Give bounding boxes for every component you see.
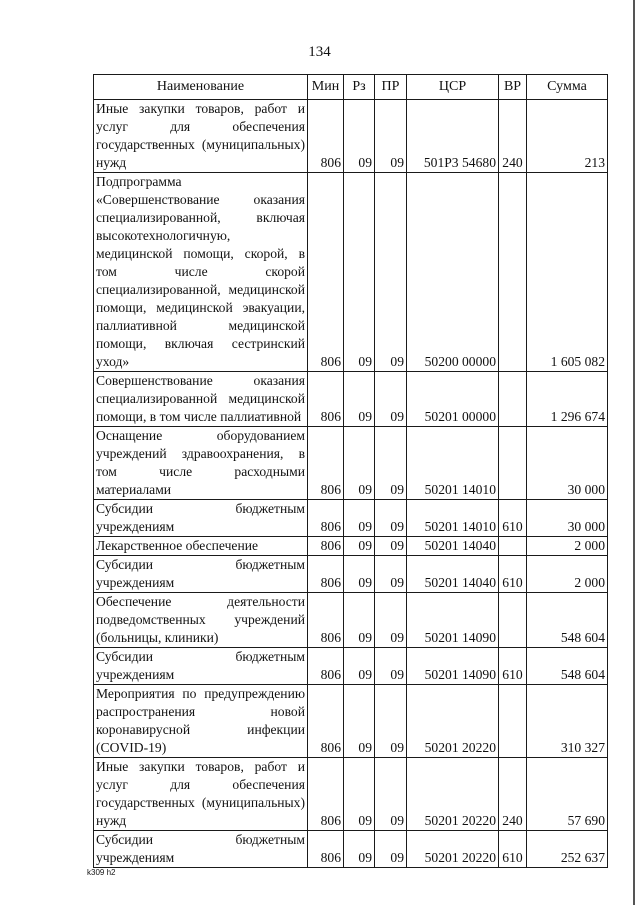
row-rz: 09 (344, 173, 375, 372)
row-min: 806 (308, 648, 344, 685)
row-rz: 09 (344, 685, 375, 758)
row-pr: 09 (375, 372, 407, 427)
row-rz: 09 (344, 556, 375, 593)
row-rz: 09 (344, 100, 375, 173)
table-row (94, 758, 608, 831)
table-row (94, 100, 608, 173)
row-csr: 50201 20220 (407, 758, 499, 831)
row-min: 806 (308, 372, 344, 427)
row-vr (499, 427, 527, 500)
row-rz: 09 (344, 831, 375, 868)
table-row (94, 173, 608, 372)
footer-code: k309 h2 (87, 868, 116, 877)
row-vr: 610 (499, 831, 527, 868)
row-rz: 09 (344, 500, 375, 537)
row-sum: 1 296 674 (527, 372, 608, 427)
row-vr (499, 173, 527, 372)
row-vr (499, 372, 527, 427)
row-min: 806 (308, 831, 344, 868)
header-name: Наименование (94, 75, 308, 100)
row-sum: 30 000 (527, 427, 608, 500)
row-vr: 240 (499, 100, 527, 173)
row-min: 806 (308, 537, 344, 556)
row-min: 806 (308, 685, 344, 758)
table-row (94, 831, 608, 868)
row-sum: 57 690 (527, 758, 608, 831)
row-vr: 610 (499, 500, 527, 537)
table-row (94, 427, 608, 500)
table-row (94, 537, 608, 556)
row-pr: 09 (375, 500, 407, 537)
table-row (94, 685, 608, 758)
budget-table (93, 74, 608, 868)
row-vr: 610 (499, 648, 527, 685)
header-min: Мин (308, 75, 344, 100)
row-rz: 09 (344, 758, 375, 831)
row-name: Мероприятия по предупреждению распространения новой коронавирусной инфекции (COVID-19) (94, 685, 308, 758)
row-name: Совершенствование оказания специализированной медицинской помощи, в том числе паллиативной (94, 372, 308, 427)
row-pr: 09 (375, 685, 407, 758)
header-rz: Рз (344, 75, 375, 100)
row-csr: 50201 20220 (407, 685, 499, 758)
table-row (94, 593, 608, 648)
row-name: Лекарственное обеспечение (94, 537, 308, 556)
row-sum: 2 000 (527, 537, 608, 556)
row-csr: 50201 14010 (407, 427, 499, 500)
row-name: Подпрограмма «Совершенствование оказания специализированной, включая высокотехнологичную, медицинской помощи, скорой, в том числе скорой специализированной, медицинской помощи, медицинской эвакуации, паллиативной медицинской помощи, включая сестринский уход» (94, 173, 308, 372)
table-row (94, 372, 608, 427)
row-rz: 09 (344, 648, 375, 685)
row-vr: 240 (499, 758, 527, 831)
row-min: 806 (308, 500, 344, 537)
row-name: Иные закупки товаров, работ и услуг для обеспечения государственных (муниципальных) нужд (94, 758, 308, 831)
row-name: Оснащение оборудованием учреждений здравоохранения, в том числе расходными материалами (94, 427, 308, 500)
row-pr: 09 (375, 831, 407, 868)
row-pr: 09 (375, 427, 407, 500)
row-csr: 50201 00000 (407, 372, 499, 427)
row-min: 806 (308, 100, 344, 173)
row-csr: 50200 00000 (407, 173, 499, 372)
row-rz: 09 (344, 427, 375, 500)
row-min: 806 (308, 173, 344, 372)
row-name: Субсидии бюджетным учреждениям (94, 831, 308, 868)
row-sum: 548 604 (527, 648, 608, 685)
row-sum: 310 327 (527, 685, 608, 758)
scan-edge-line (633, 0, 635, 905)
row-pr: 09 (375, 758, 407, 831)
table-header-row (94, 75, 608, 100)
row-rz: 09 (344, 537, 375, 556)
header-sum: Сумма (527, 75, 608, 100)
row-min: 806 (308, 593, 344, 648)
row-vr (499, 685, 527, 758)
row-name: Субсидии бюджетным учреждениям (94, 500, 308, 537)
row-rz: 09 (344, 593, 375, 648)
row-min: 806 (308, 427, 344, 500)
table-row (94, 556, 608, 593)
row-name: Обеспечение деятельности подведомственных учреждений (больницы, клиники) (94, 593, 308, 648)
row-sum: 1 605 082 (527, 173, 608, 372)
row-vr (499, 537, 527, 556)
row-csr: 501Р3 54680 (407, 100, 499, 173)
row-csr: 50201 14090 (407, 593, 499, 648)
page-number: 134 (308, 44, 331, 60)
row-sum: 30 000 (527, 500, 608, 537)
row-sum: 548 604 (527, 593, 608, 648)
row-min: 806 (308, 556, 344, 593)
table-row (94, 648, 608, 685)
row-pr: 09 (375, 648, 407, 685)
row-name: Субсидии бюджетным учреждениям (94, 648, 308, 685)
row-pr: 09 (375, 556, 407, 593)
row-csr: 50201 14090 (407, 648, 499, 685)
row-csr: 50201 14040 (407, 556, 499, 593)
row-min: 806 (308, 758, 344, 831)
row-pr: 09 (375, 173, 407, 372)
row-csr: 50201 14010 (407, 500, 499, 537)
header-vr: ВР (499, 75, 527, 100)
row-rz: 09 (344, 372, 375, 427)
row-pr: 09 (375, 593, 407, 648)
row-sum: 2 000 (527, 556, 608, 593)
row-csr: 50201 20220 (407, 831, 499, 868)
row-sum: 252 637 (527, 831, 608, 868)
row-name: Иные закупки товаров, работ и услуг для обеспечения государственных (муниципальных) нужд (94, 100, 308, 173)
table-row (94, 500, 608, 537)
header-pr: ПР (375, 75, 407, 100)
row-pr: 09 (375, 100, 407, 173)
row-vr: 610 (499, 556, 527, 593)
row-vr (499, 593, 527, 648)
row-csr: 50201 14040 (407, 537, 499, 556)
header-csr: ЦСР (407, 75, 499, 100)
row-pr: 09 (375, 537, 407, 556)
row-sum: 213 (527, 100, 608, 173)
row-name: Субсидии бюджетным учреждениям (94, 556, 308, 593)
